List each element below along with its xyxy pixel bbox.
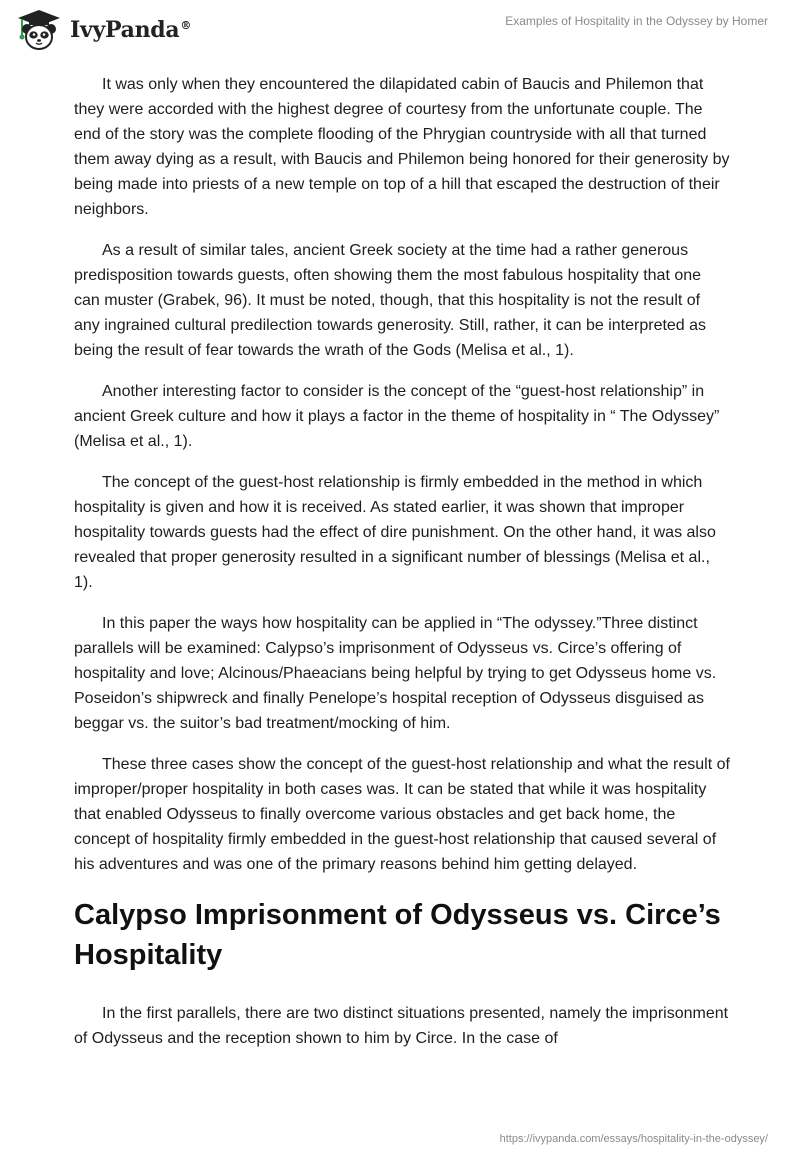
essay-body [74,72,730,1067]
paragraph: In this paper the ways how hospitality can be applied in “The odyssey.”Three distinct parallels will be examined: Calypso’s imprisonment of Odysseus vs. Circe’s offering of hospitality and love; Alcinous/Phaeacians being helpful by trying to get Odysseus home vs. Poseidon’s shipwreck and finally Penelope’s hospital reception of Odysseus disguised as beggar vs. the suitor’s bad treatment/mocking of him. [74,615,717,732]
paragraph: The concept of the guest-host relationship is firmly embedded in the method in which hospitality is given and how it is received. As stated earlier, it was shown that improper hospitality towards guests had the effect of dire punishment. On the other hand, it was also revealed that proper generosity resulted in a significant number of blessings (Melisa et al., 1). [74,474,716,591]
paragraph: Another interesting factor to consider is the concept of the “guest-host relationship” in ancient Greek culture and how it plays a factor in the theme of hospitality in “ The Odyssey” (Melisa et al., 1). [74,383,720,450]
page-header [0,0,800,62]
source-url[interactable]: https://ivypanda.com/essays/hospitality-in-the-odyssey/ [499,1133,768,1145]
paragraph: It was only when they encountered the dilapidated cabin of Baucis and Philemon that they were accorded with the highest degree of courtesy from the unfortunate couple. The end of the story was the complete flooding of the Phrygian countryside with all that turned them away dying as a result, with Baucis and Philemon being honored for their generosity by being made into priests of a new temple on top of a hill that escaped the destruction of their neighbors. [74,76,730,218]
paragraph: In the first parallels, there are two distinct situations presented, namely the imprisonment of Odysseus and the reception shown to him by Circe. In the case of [74,1005,729,1047]
brand-name: IvyPanda® [70,17,192,43]
document-title: Examples of Hospitality in the Odyssey by Homer [505,14,768,28]
brand-logo[interactable] [14,8,191,52]
section-heading: Calypso Imprisonment of Odysseus vs. Circe’s Hospitality [74,899,721,971]
paragraph: As a result of similar tales, ancient Greek society at the time had a rather generous predisposition towards guests, often showing them the most fabulous hospitality that one can muster (Grabek, 96). It must be noted, though, that this hospitality is not the result of any ingrained cultural predilection towards generosity. Still, rather, it can be interpreted as being the result of fear towards the wrath of the Gods (Melisa et al., 1). [74,242,707,359]
paragraph: These three cases show the concept of the guest-host relationship and what the result of improper/proper hospitality in both cases was. It can be stated that while it was hospitality that enabled Odysseus to finally overcome various obstacles and get back home, the concept of hospitality firmly embedded in the guest-host relationship that caused several of his adventures and was one of the primary reasons behind him getting delayed. [74,756,730,873]
panda-graduate-icon [14,8,64,52]
